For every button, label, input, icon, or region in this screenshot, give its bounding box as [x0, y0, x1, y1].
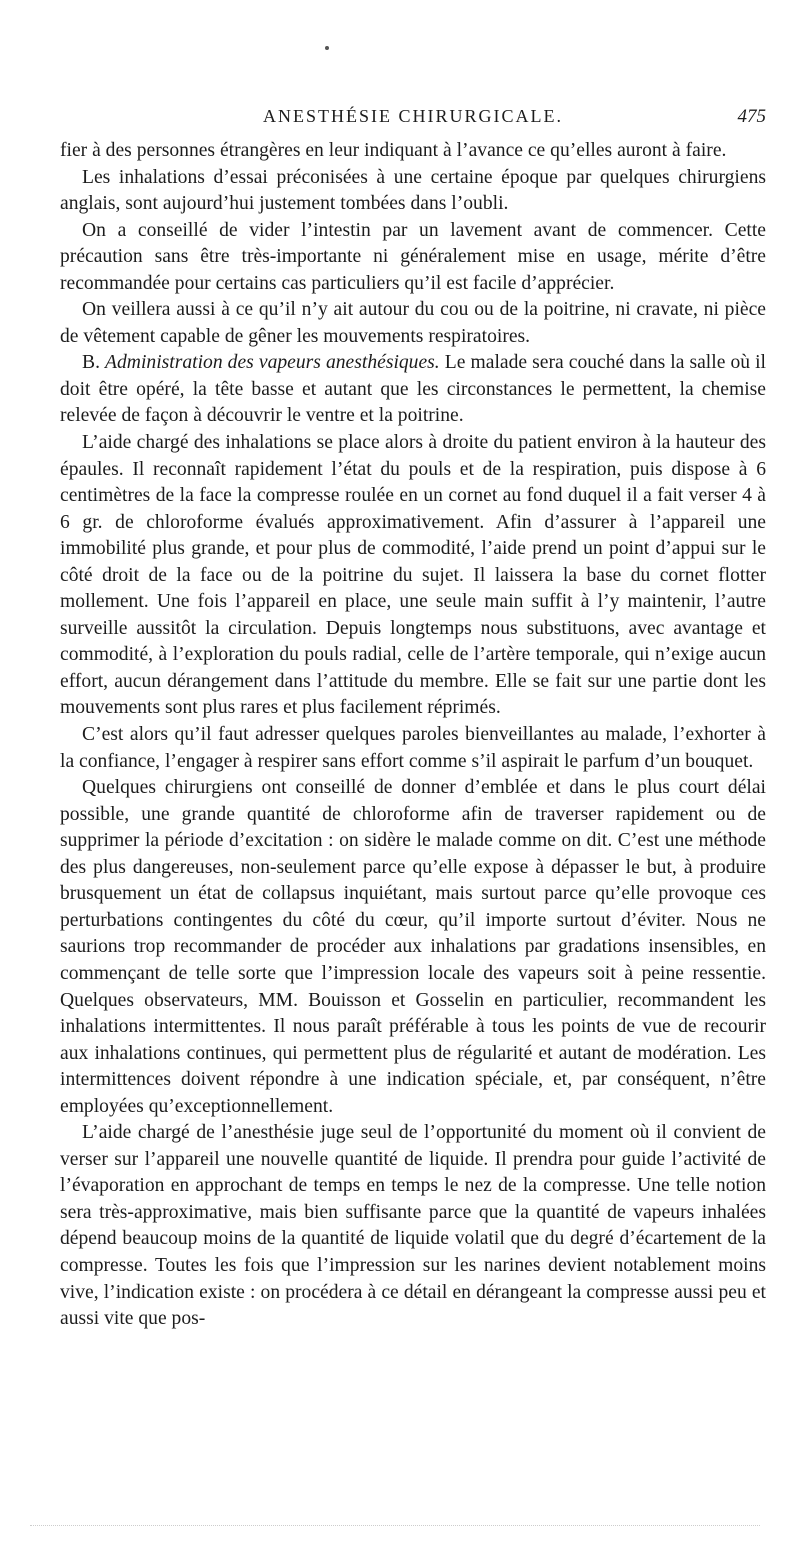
paragraph: L’aide chargé des inhalations se place alors à droite du patient environ à la hauteur des épaules. Il reconnaît rapidement l’état du pouls et de la respiration, puis dispose à 6 centimètres de la face la compresse roulée en un cornet au fond duquel il a fait verser 4 à 6 gr. de chloroforme évalués approximativement. Afin d’assurer à l’appareil une immobilité plus grande, et pour plus de commodité, l’aide prend un point d’appui sur le côté droit de la face ou de la poitrine du sujet. Il laissera la base du cornet flotter mollement. Une fois l’appareil en place, une seule main suffit à l’y maintenir, l’autre surveille aussitôt la circulation. Depuis longtemps nous substituons, avec avantage et commodité, à l’exploration du pouls radial, celle de l’artère temporale, qui n’exige aucun effort, aucun dérangement dans l’attitude du membre. Elle se fait sur une partie dont les mouvements sont plus rares et plus facilement réprimés. — [60, 432, 766, 719]
section-text: Le malade sera couché dans la salle où il doit être opéré, la tête basse et autant que les circonstances le permettent, la chemise relevée de façon à découvrir le ventre et la poitrine. — [60, 352, 766, 427]
section-paragraph — [60, 350, 766, 430]
paragraph-continuation: fier à des personnes étrangères en leur indiquant à l’avance ce qu’elles auront à faire. — [60, 140, 727, 161]
paragraph: Quelques chirurgiens ont conseillé de donner d’emblée et dans le plus court délai possible, une grande quantité de chloroforme afin de traverser rapidement ou de supprimer la période d’excitation : on sidère le malade comme on dit. C’est une méthode des plus dangereuses, non-seulement parce qu’elle expose à dépasser le but, à produire brusquement un état de collapsus inquiétant, mais surtout parce qu’elle provoque ces perturbations contingentes du côté du cœur, qu’il importe surtout d’éviter. Nous ne saurions trop recommander de procéder aux inhalations par gradations insensibles, en commençant de telle sorte que l’impression locale des vapeurs soit à peine ressentie. Quelques observateurs, MM. Bouisson et Gosselin en particulier, recommandent les inhalations intermittentes. Il nous paraît préférable à tous les points de vue de recourir aux inhalations continues, qui permettent plus de régularité et autant de modération. Les intermittences doivent répondre à une indication spéciale, et, par conséquent, n’être employées qu’exceptionnellement. — [60, 777, 766, 1117]
ink-speck — [325, 46, 329, 50]
paragraph: L’aide chargé de l’anesthésie juge seul de l’opportunité du moment où il convient de verser sur l’appareil une nouvelle quantité de liquide. Il prendra pour guide l’activité de l’évaporation en approchant de temps en temps le nez de la compresse. Une telle notion sera très-approximative, mais bien suffisante parce que la quantité de vapeurs inhalées dépend beaucoup moins de la quantité de liquide volatil que du degré d’écartement de la compresse. Toutes les fois que l’impression sur les narines devient notablement moins vive, l’indication existe : on procédera à ce détail en dérangeant la compresse aussi peu et aussi vite que pos- — [60, 1122, 766, 1330]
section-heading: Administration des vapeurs anesthésiques. — [105, 352, 440, 374]
running-title: ANESTHÉSIE CHIRURGICALE. — [263, 106, 563, 126]
page-header — [60, 106, 766, 130]
section-label: B. — [82, 352, 100, 374]
paragraph: C’est alors qu’il faut adresser quelques paroles bienveillantes au malade, l’exhorter à la confiance, l’engager à respirer sans effort comme s’il aspirait le parfum d’un bouquet. — [60, 724, 766, 772]
body-text — [60, 138, 766, 1333]
paragraph: On veillera aussi à ce qu’il n’y ait autour du cou ou de la poitrine, ni cravate, ni pièce de vêtement capable de gêner les mouvements respiratoires. — [60, 299, 766, 347]
paragraph: On a conseillé de vider l’intestin par un lavement avant de commencer. Cette précaution sans être très-importante ni généralement mise en usage, mérite d’être recommandée pour certains cas particuliers qu’il est facile d’apprécier. — [60, 219, 766, 294]
footer-rule — [30, 1519, 760, 1526]
paragraph: Les inhalations d’essai préconisées à une certaine époque par quelques chirurgiens anglais, sont aujourd’hui justement tombées dans l’oubli. — [60, 166, 766, 215]
page-number: 475 — [737, 106, 766, 127]
